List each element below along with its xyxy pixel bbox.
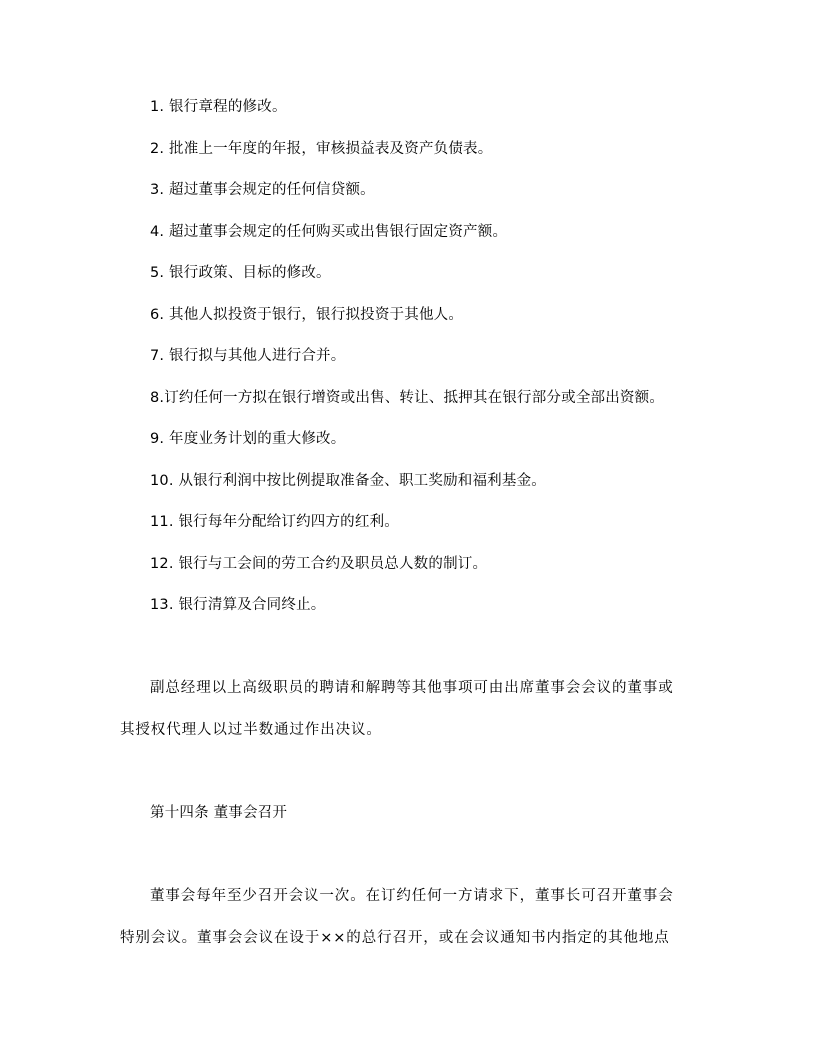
section-heading: 第十四条 董事会召开 — [150, 805, 288, 821]
list-item-3: 3. 超过董事会规定的任何信贷额。 — [150, 182, 375, 198]
list-item-10: 10. 从银行利润中按比例提取准备金、职工奖励和福利基金。 — [150, 473, 546, 489]
list-item-8: 8.订约任何一方拟在银行增资或出售、转让、抵押其在银行部分或全部出资额。 — [150, 390, 665, 406]
list-item-11: 11. 银行每年分配给订约四方的红利。 — [150, 514, 399, 530]
list-item-9: 9. 年度业务计划的重大修改。 — [150, 431, 346, 447]
list-item-2: 2. 批准上一年度的年报，审核损益表及资产负债表。 — [150, 141, 493, 157]
paragraph-2-line-1: 董事会每年至少召开会议一次。在订约任何一方请求下，董事长可召开董事会 — [150, 888, 674, 904]
paragraph-1-line-1: 副总经理以上高级职员的聘请和解聘等其他事项可由出席董事会会议的董事或 — [150, 680, 674, 696]
list-item-1: 1. 银行章程的修改。 — [150, 99, 287, 115]
paragraph-2-line-2: 特别会议。董事会会议在设于××的总行召开，或在会议通知书内指定的其他地点 — [120, 930, 670, 946]
list-item-7: 7. 银行拟与其他人进行合并。 — [150, 348, 346, 364]
list-item-5: 5. 银行政策、目标的修改。 — [150, 265, 331, 281]
paragraph-1-line-2: 其授权代理人以过半数通过作出决议。 — [120, 722, 382, 738]
list-item-4: 4. 超过董事会规定的任何购买或出售银行固定资产额。 — [150, 224, 508, 240]
list-item-13: 13. 银行清算及合同终止。 — [150, 597, 326, 613]
list-item-12: 12. 银行与工会间的劳工合约及职员总人数的制订。 — [150, 556, 488, 572]
list-item-6: 6. 其他人拟投资于银行，银行拟投资于其他人。 — [150, 307, 464, 323]
